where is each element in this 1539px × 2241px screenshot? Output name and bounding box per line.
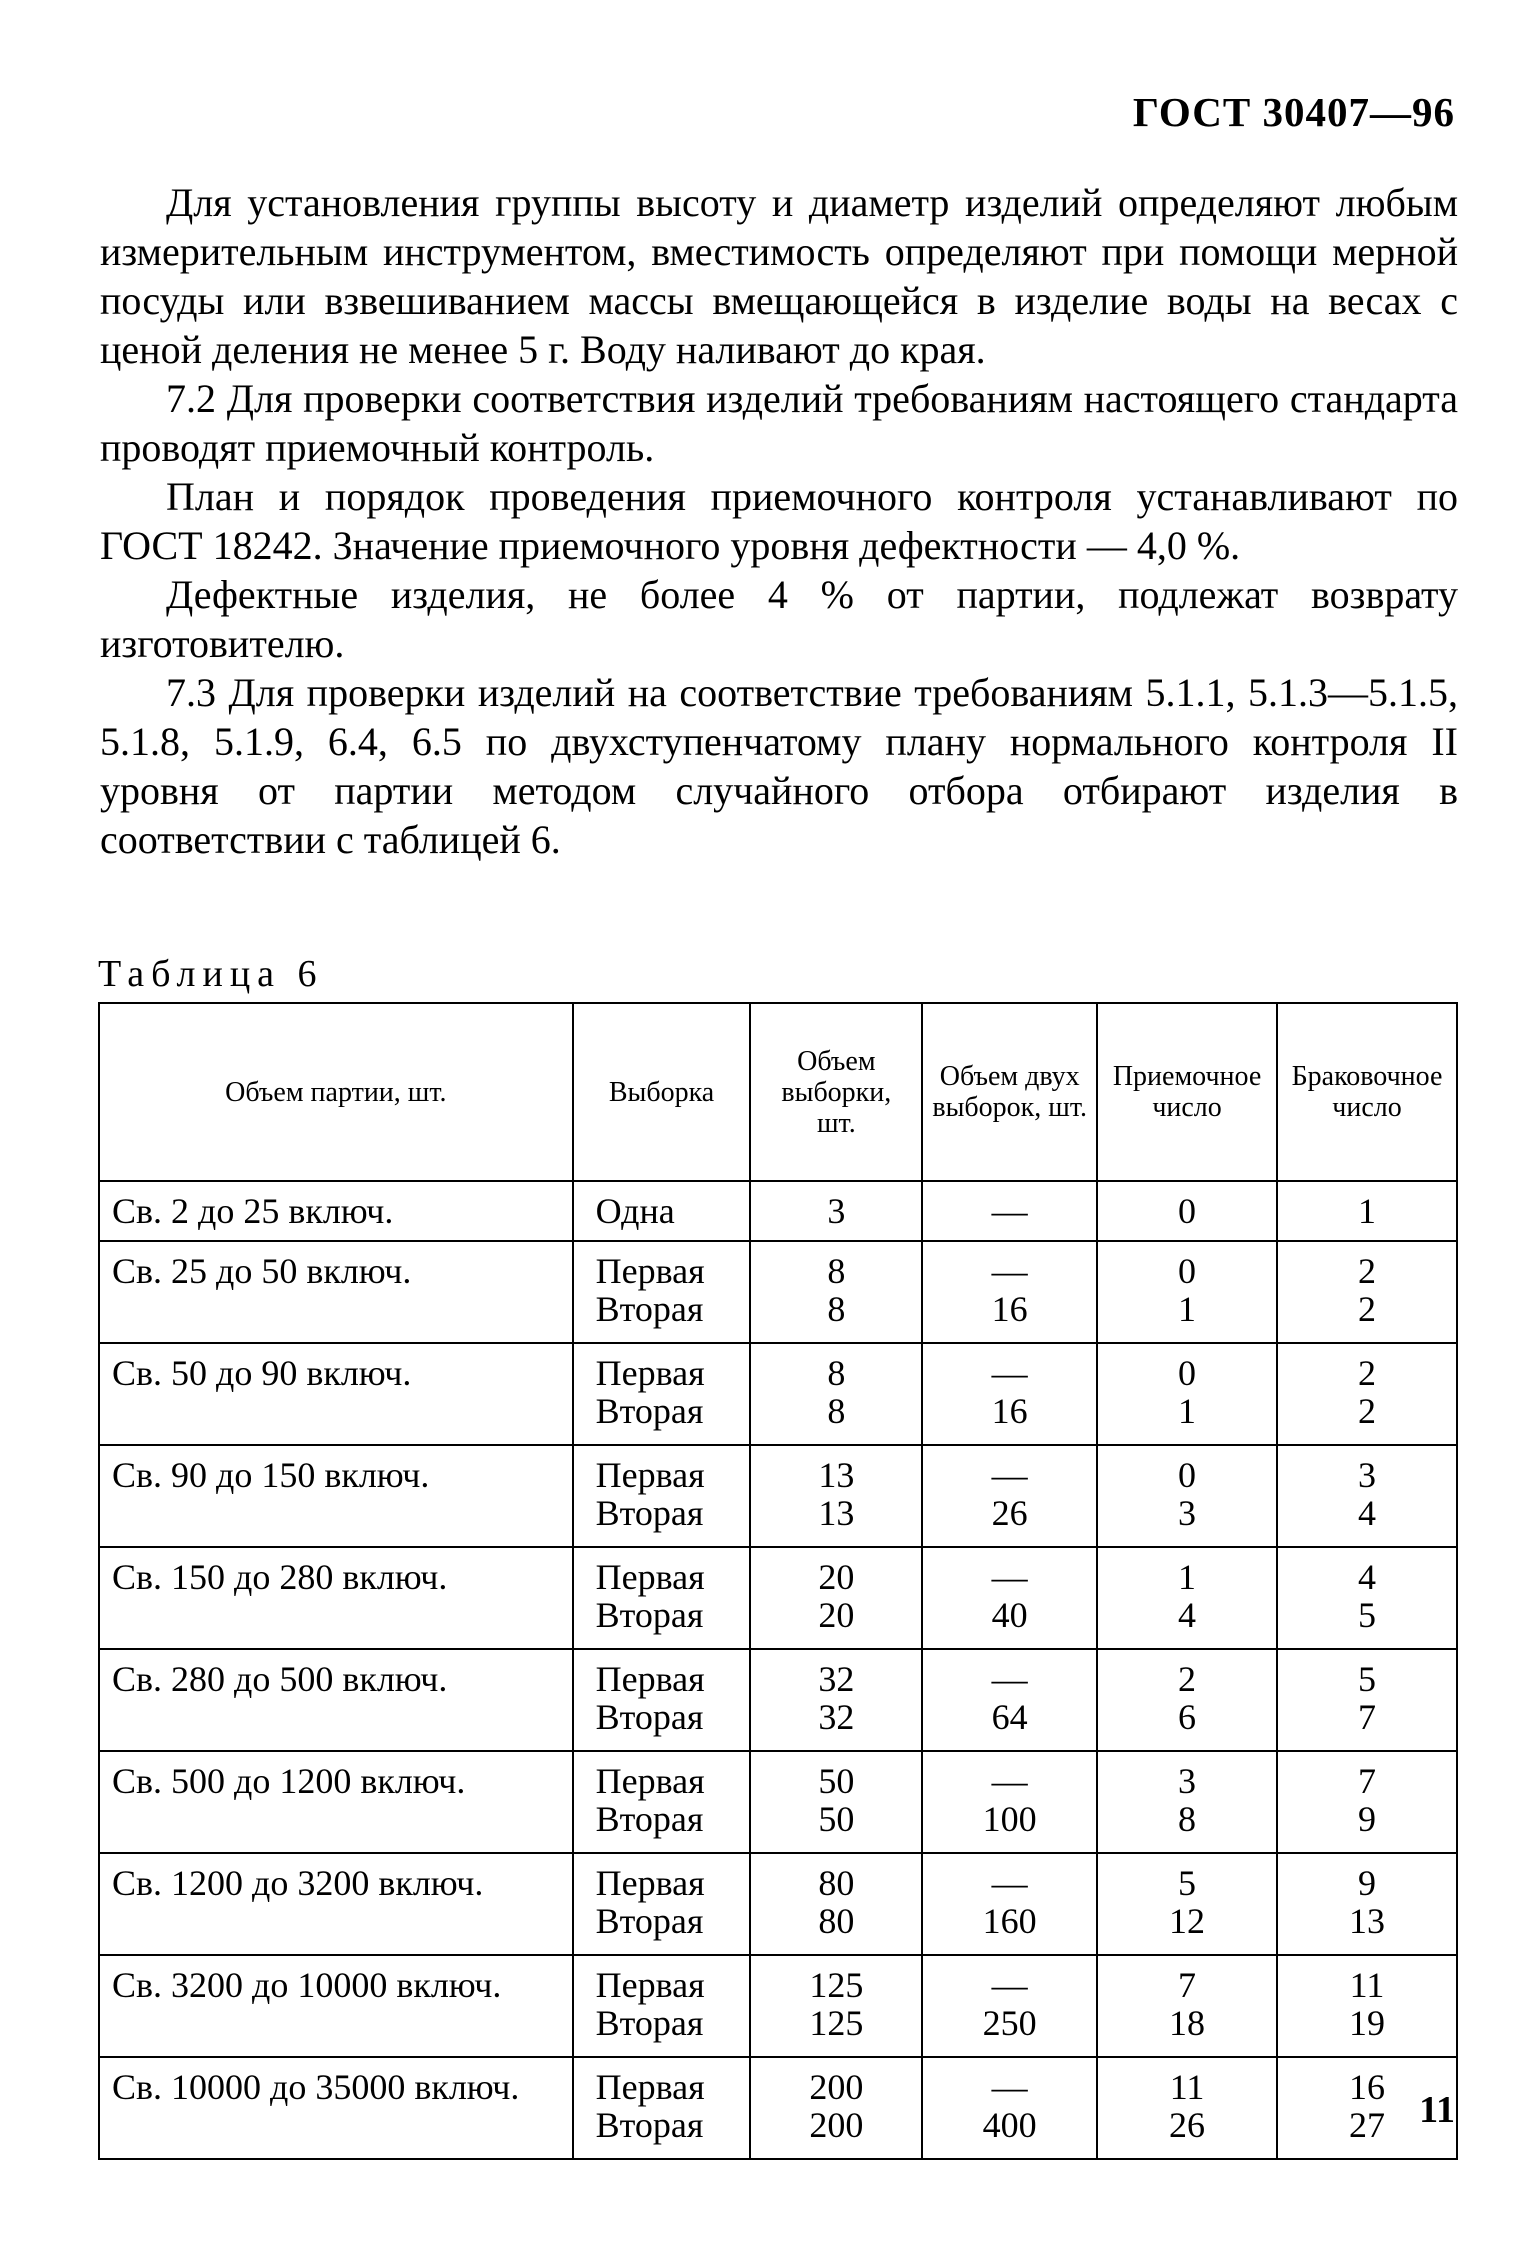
- cell-line: 200: [809, 2105, 864, 2145]
- cell-line: 19: [1349, 2003, 1385, 2043]
- lot-size-cell: Св. 2 до 25 включ.: [99, 1181, 573, 1241]
- lot-size-cell: Св. 1200 до 3200 включ.: [99, 1853, 573, 1955]
- sample-cell: [573, 2057, 751, 2159]
- cell-line: 2: [1358, 1353, 1376, 1393]
- rejection-number-cell: [1277, 1751, 1457, 1853]
- cell-line: 7: [1358, 1697, 1376, 1737]
- header-lot-size: Объем партии, шт.: [99, 1003, 573, 1181]
- table-row: [99, 1445, 1457, 1547]
- cell-line: 32: [818, 1697, 855, 1737]
- cell-line: 40: [991, 1595, 1028, 1635]
- document-code: ГОСТ 30407—96: [1132, 89, 1455, 135]
- table-row: [99, 1853, 1457, 1955]
- acceptance-number-cell: [1097, 1751, 1277, 1853]
- rejection-number-cell: [1277, 1181, 1457, 1241]
- two-samples-size-cell: [922, 1343, 1097, 1445]
- table-body: [99, 1181, 1457, 2159]
- cell-line: 11: [1349, 1965, 1385, 2005]
- cell-line: 16: [991, 1391, 1028, 1431]
- cell-line: Первая: [595, 1557, 705, 1597]
- cell-line: 16: [1349, 2067, 1385, 2107]
- cell-line: Вторая: [595, 1697, 704, 1737]
- cell-line: 13: [818, 1493, 855, 1533]
- rejection-number-cell: [1277, 1649, 1457, 1751]
- cell-line: 8: [827, 1251, 846, 1291]
- two-samples-size-cell: [922, 1853, 1097, 1955]
- rejection-number-cell: [1277, 1853, 1457, 1955]
- cell-line: 2: [1178, 1659, 1197, 1699]
- cell-line: —: [991, 1863, 1028, 1903]
- cell-line: 200: [809, 2067, 864, 2107]
- cell-line: 0: [1178, 1251, 1197, 1291]
- cell-line: 250: [982, 2003, 1037, 2043]
- sample-cell: [573, 1445, 751, 1547]
- acceptance-number-cell: [1097, 2057, 1277, 2159]
- header-rejection-number: Браковочное число: [1277, 1003, 1457, 1181]
- lot-size-cell: Св. 90 до 150 включ.: [99, 1445, 573, 1547]
- cell-line: —: [991, 1659, 1028, 1699]
- cell-line: 8: [827, 1353, 846, 1393]
- sample-cell: [573, 1181, 751, 1241]
- lot-size-cell: Св. 50 до 90 включ.: [99, 1343, 573, 1445]
- cell-line: Первая: [595, 1863, 705, 1903]
- lot-size-cell: Св. 280 до 500 включ.: [99, 1649, 573, 1751]
- sample-cell: [573, 1343, 751, 1445]
- cell-line: 80: [818, 1863, 855, 1903]
- cell-line: 13: [1349, 1901, 1385, 1941]
- table-row: [99, 1955, 1457, 2057]
- two-samples-size-cell: [922, 1445, 1097, 1547]
- header-two-samples-size: Объем двух выборок, шт.: [922, 1003, 1097, 1181]
- cell-line: Первая: [595, 1659, 705, 1699]
- cell-line: Вторая: [595, 1799, 704, 1839]
- cell-line: 160: [982, 1901, 1037, 1941]
- cell-line: 8: [827, 1289, 846, 1329]
- cell-line: 8: [827, 1391, 846, 1431]
- table-row: [99, 1547, 1457, 1649]
- acceptance-number-cell: [1097, 1241, 1277, 1343]
- rejection-number-cell: [1277, 1343, 1457, 1445]
- cell-line: 4: [1358, 1557, 1376, 1597]
- cell-line: 20: [818, 1557, 855, 1597]
- rejection-number-cell: [1277, 1241, 1457, 1343]
- cell-line: 5: [1178, 1863, 1197, 1903]
- sample-cell: [573, 1853, 751, 1955]
- sampling-table: [98, 1002, 1458, 2160]
- lot-size-cell: Св. 25 до 50 включ.: [99, 1241, 573, 1343]
- acceptance-number-cell: [1097, 1181, 1277, 1241]
- cell-line: 1: [1178, 1289, 1197, 1329]
- cell-line: Вторая: [595, 2003, 704, 2043]
- cell-line: 400: [982, 2105, 1037, 2145]
- cell-line: 125: [809, 1965, 864, 2005]
- sample-cell: [573, 1649, 751, 1751]
- sample-size-cell: [750, 1343, 922, 1445]
- cell-line: —: [991, 1191, 1028, 1231]
- two-samples-size-cell: [922, 1181, 1097, 1241]
- two-samples-size-cell: [922, 1547, 1097, 1649]
- cell-line: 0: [1178, 1353, 1197, 1393]
- cell-line: Одна: [595, 1191, 675, 1231]
- sample-cell: [573, 1751, 751, 1853]
- cell-line: Первая: [595, 1251, 705, 1291]
- lot-size-cell: Св. 3200 до 10000 включ.: [99, 1955, 573, 2057]
- cell-line: 3: [827, 1191, 846, 1231]
- cell-line: 26: [991, 1493, 1028, 1533]
- two-samples-size-cell: [922, 1751, 1097, 1853]
- cell-line: 1: [1358, 1191, 1376, 1231]
- cell-line: 5: [1358, 1595, 1376, 1635]
- cell-line: 2: [1358, 1289, 1376, 1329]
- cell-line: 7: [1178, 1965, 1197, 2005]
- paragraph: План и порядок проведения приемочного контроля устанавливают по ГОСТ 18242. Значение приемочного уровня дефектности — 4,0 %.: [100, 474, 1458, 568]
- lot-size-cell: Св. 150 до 280 включ.: [99, 1547, 573, 1649]
- sample-size-cell: [750, 1445, 922, 1547]
- cell-line: Вторая: [595, 2105, 704, 2145]
- cell-line: Вторая: [595, 1901, 704, 1941]
- cell-line: 0: [1178, 1191, 1197, 1231]
- sample-size-cell: [750, 1241, 922, 1343]
- cell-line: 27: [1349, 2105, 1385, 2145]
- sample-size-cell: [750, 1751, 922, 1853]
- cell-line: 32: [818, 1659, 855, 1699]
- cell-line: —: [991, 2067, 1028, 2107]
- two-samples-size-cell: [922, 1241, 1097, 1343]
- table-row: [99, 2057, 1457, 2159]
- cell-line: 125: [809, 2003, 864, 2043]
- cell-line: —: [991, 1761, 1028, 1801]
- sample-size-cell: [750, 1853, 922, 1955]
- sample-size-cell: [750, 2057, 922, 2159]
- lot-size-cell: Св. 500 до 1200 включ.: [99, 1751, 573, 1853]
- sample-size-cell: [750, 1547, 922, 1649]
- paragraph: 7.3 Для проверки изделий на соответствие требованиям 5.1.1, 5.1.3—5.1.5, 5.1.8, 5.1.9, 6.4, 6.5 по двухступенчатому плану нормального контроля II уровня от партии методом случайного отбора отбирают изделия в соответствии с таблицей 6.: [100, 670, 1458, 862]
- cell-line: 16: [991, 1289, 1028, 1329]
- table-row: [99, 1241, 1457, 1343]
- paragraph: Для установления группы высоту и диаметр изделий определяют любым измерительным инструментом, вместимость определяют при помощи мерной посуды или взвешиванием массы вмещающейся в изделие воды на весах с ценой деления не менее 5 г. Воду наливают до края.: [100, 180, 1458, 372]
- cell-line: 2: [1358, 1391, 1376, 1431]
- rejection-number-cell: [1277, 1445, 1457, 1547]
- paragraph: 7.2 Для проверки соответствия изделий требованиям настоящего стандарта проводят приемочный контроль.: [100, 376, 1458, 470]
- cell-line: 9: [1358, 1799, 1376, 1839]
- cell-line: Первая: [595, 1353, 705, 1393]
- two-samples-size-cell: [922, 1649, 1097, 1751]
- header-sample-size: Объем выборки, шт.: [750, 1003, 922, 1181]
- cell-line: 3: [1178, 1761, 1197, 1801]
- table-row: [99, 1181, 1457, 1241]
- cell-line: 1: [1178, 1557, 1197, 1597]
- two-samples-size-cell: [922, 2057, 1097, 2159]
- cell-line: 0: [1178, 1455, 1197, 1495]
- acceptance-number-cell: [1097, 1547, 1277, 1649]
- cell-line: —: [991, 1557, 1028, 1597]
- acceptance-number-cell: [1097, 1955, 1277, 2057]
- cell-line: 9: [1358, 1863, 1376, 1903]
- two-samples-size-cell: [922, 1955, 1097, 2057]
- cell-line: —: [991, 1251, 1028, 1291]
- cell-line: Вторая: [595, 1595, 704, 1635]
- cell-line: 4: [1178, 1595, 1197, 1635]
- cell-line: 12: [1169, 1901, 1206, 1941]
- table-row: [99, 1343, 1457, 1445]
- cell-line: 3: [1358, 1455, 1376, 1495]
- table-row: [99, 1751, 1457, 1853]
- acceptance-number-cell: [1097, 1445, 1277, 1547]
- cell-line: 8: [1178, 1799, 1197, 1839]
- sample-cell: [573, 1241, 751, 1343]
- cell-line: 7: [1358, 1761, 1376, 1801]
- cell-line: Вторая: [595, 1391, 704, 1431]
- acceptance-number-cell: [1097, 1649, 1277, 1751]
- cell-line: 1: [1178, 1391, 1197, 1431]
- cell-line: 4: [1358, 1493, 1376, 1533]
- cell-line: Вторая: [595, 1289, 704, 1329]
- cell-line: 20: [818, 1595, 855, 1635]
- header-sample: Выборка: [573, 1003, 751, 1181]
- cell-line: Вторая: [595, 1493, 704, 1533]
- sample-cell: [573, 1547, 751, 1649]
- cell-line: Первая: [595, 2067, 705, 2107]
- cell-line: Первая: [595, 1455, 705, 1495]
- lot-size-cell: Св. 10000 до 35000 включ.: [99, 2057, 573, 2159]
- cell-line: 5: [1358, 1659, 1376, 1699]
- acceptance-number-cell: [1097, 1853, 1277, 1955]
- rejection-number-cell: [1277, 1955, 1457, 2057]
- sample-cell: [573, 1955, 751, 2057]
- body-text: [100, 178, 1458, 864]
- table-row: [99, 1649, 1457, 1751]
- cell-line: —: [991, 1353, 1028, 1393]
- cell-line: 50: [818, 1761, 855, 1801]
- cell-line: 6: [1178, 1697, 1197, 1737]
- cell-line: 18: [1169, 2003, 1206, 2043]
- cell-line: —: [991, 1455, 1028, 1495]
- acceptance-number-cell: [1097, 1343, 1277, 1445]
- cell-line: —: [991, 1965, 1028, 2005]
- paragraph: Дефектные изделия, не более 4 % от партии, подлежат возврату изготовителю.: [100, 572, 1458, 666]
- cell-line: 3: [1178, 1493, 1197, 1533]
- cell-line: 50: [818, 1799, 855, 1839]
- sample-size-cell: [750, 1181, 922, 1241]
- cell-line: 13: [818, 1455, 855, 1495]
- cell-line: 11: [1169, 2067, 1205, 2107]
- cell-line: Первая: [595, 1965, 705, 2005]
- cell-line: 26: [1169, 2105, 1206, 2145]
- cell-line: 2: [1358, 1251, 1376, 1291]
- rejection-number-cell: [1277, 1547, 1457, 1649]
- table-header-row: [99, 1003, 1457, 1181]
- page-number: 11: [1419, 2089, 1455, 2131]
- cell-line: 80: [818, 1901, 855, 1941]
- sample-size-cell: [750, 1955, 922, 2057]
- cell-line: 64: [991, 1697, 1028, 1737]
- sample-size-cell: [750, 1649, 922, 1751]
- cell-line: 100: [982, 1799, 1037, 1839]
- header-acceptance-number: Приемочное число: [1097, 1003, 1277, 1181]
- table-caption: Таблица 6: [98, 953, 324, 995]
- cell-line: Первая: [595, 1761, 705, 1801]
